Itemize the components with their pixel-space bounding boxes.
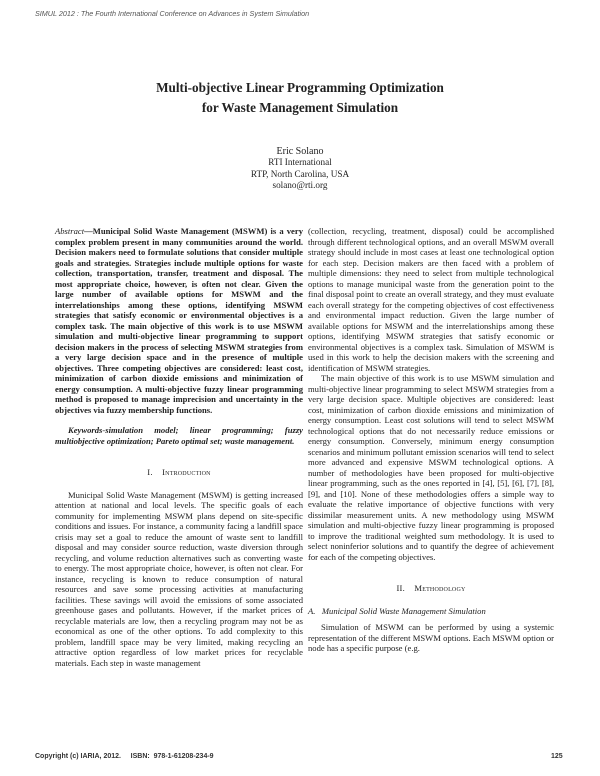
section-1-number: I. xyxy=(147,467,153,477)
author-email[interactable]: solano@rti.org xyxy=(272,179,328,190)
subsection-a-heading xyxy=(308,606,554,617)
abstract xyxy=(55,226,303,415)
left-column xyxy=(55,226,303,668)
abstract-text: —Municipal Solid Waste Management (MSWM) is a very complex problem present in many communities around the world. Decision makers need to formulate solutions that consider multiple goals and strategies. Strategies include multiple options for waste collection, transportation, transfer, treatment and disposal. The most appropriate choice, however, is often not clear. Given the large number of available options for MSWM and the interrelationships among these options, identifying MSWM strategies that satisfy economic or environmental objectives is a complex task. The main objective of this work is to use MSWM simulation and multi-objective linear programming to support decision makers in the process of selecting MSWM strategies from a very large decision space and in the presence of multiple objectives. Three competing objectives are considered: least cost, minimization of carbon dioxide emissions and minimization of energy consumption. A multi-objective fuzzy linear programming method is proposed to manage imprecision and uncertainty in the objectives via fuzzy membership functions. xyxy=(55,226,303,415)
section-1-title: Introduction xyxy=(162,467,211,477)
right-column xyxy=(308,226,554,654)
intro-paragraph-1: Municipal Solid Waste Management (MSWM) is getting increased attention at national and local levels. The specific goals of each community for implementing MSWM plans depend on site-specific conditions and issues. For instance, a community facing a landfill space crisis may set a goal to reduce the amount of waste sent to landfill disposal and may consider source reduction, waste diversion through recycling, and volume reduction alternatives such as converting waste to energy. The most appropriate choice, however, is often not clear. For instance, recycling is known to reduce consumption of natural resources and save some processing activities at manufacturing facilities. These savings will avoid the emissions of some associated greenhouse gases and pollutants. However, if the market prices of recyclable materials are low, then a recycling program may not be as economical as one of the other options. To add complexity to this problem, landfill space may be very limited, making recycling an attractive option regardless of low market prices for recyclable materials. Each step in waste management xyxy=(55,489,303,668)
methodology-paragraph-1: Simulation of MSWM can be performed by using a systemic representation of the different MSWM options. Each MSWM option or node has a specific purpose (e.g. xyxy=(308,622,554,653)
author-block xyxy=(0,146,600,191)
author-location: RTP, North Carolina, USA xyxy=(250,168,350,179)
title-line-2: for Waste Management Simulation xyxy=(201,100,399,115)
title-line-1: Multi-objective Linear Programming Optimization xyxy=(156,80,444,95)
section-2-heading xyxy=(308,583,554,594)
intro-paragraph-2: The main objective of this work is to use MSWM simulation and multi-objective linear programming to select MSWM strategies from a very large decision space. Multiple objectives are considered: least cost, minimization of carbon dioxide emissions and minimization of energy consumption. Least cost solutions will tend to select MSWM technological options that do not necessarily reduce emissions or energy consumption. Conversely, minimum energy consumption scenarios and minimum pollutant emission scenarios will tend to select more advanced and expensive MSWM technological options. A number of methodologies have been proposed for multi-objective linear programming, such as the ones reported in [4], [5], [6], [7], [8], [9], and [10]. None of these methodologies offers a simple way to evaluate the relative importance of objective functions with very dissimilar measurement units. A new methodology using MSWM simulation and multi-objective fuzzy linear programming is proposed to improve the traditional weighted sum methodology. It is used to select noninferior solutions and to quantify the degree of achievement for each of the competing objectives. xyxy=(308,373,554,562)
footer-copyright: Copyright (c) IARIA, 2012. ISBN: 978-1-61208-234-9 xyxy=(35,753,214,760)
footer-page-number: 125 xyxy=(551,753,563,760)
conference-header: SIMUL 2012 : The Fourth International Conference on Advances in System Simulation xyxy=(35,9,310,18)
subsection-a-title: Municipal Solid Waste Management Simulation xyxy=(321,605,486,616)
section-1-heading xyxy=(55,467,303,478)
keywords: Keywords-simulation model; linear programming; fuzzy multiobjective optimization; Pareto optimal set; waste management. xyxy=(55,425,303,446)
author-affiliation: RTI International xyxy=(268,157,332,168)
section-2-title: Methodology xyxy=(414,583,466,593)
intro-paragraph-1-continued: (collection, recycling, treatment, disposal) could be accomplished through different technological options, and an overall MSWM overall strategy should include in most cases at least one technological option for each step. Decision makers are then faced with a problem of multiple dimensions: they need to select from multiple technological options to manage municipal waste from the generation point to the final disposal point to create an overall strategy, and they must evaluate each overall strategy for the competing objectives of cost effectiveness and environmental impact reduction. Given the large number of available options for MSWM and the interrelationships among these options, identifying MSWM strategies that satisfy economic or environmental objectives is a complex task. Simulation of MSWM is used in this work to help the decision makers with the screening and identification of MSWM strategies. xyxy=(308,226,554,373)
paper-title xyxy=(0,78,600,118)
abstract-lead: Abstract xyxy=(55,226,85,236)
section-2-number: II. xyxy=(396,583,405,593)
author-name: Eric Solano xyxy=(276,146,324,157)
subsection-a-label: A. xyxy=(308,605,316,616)
